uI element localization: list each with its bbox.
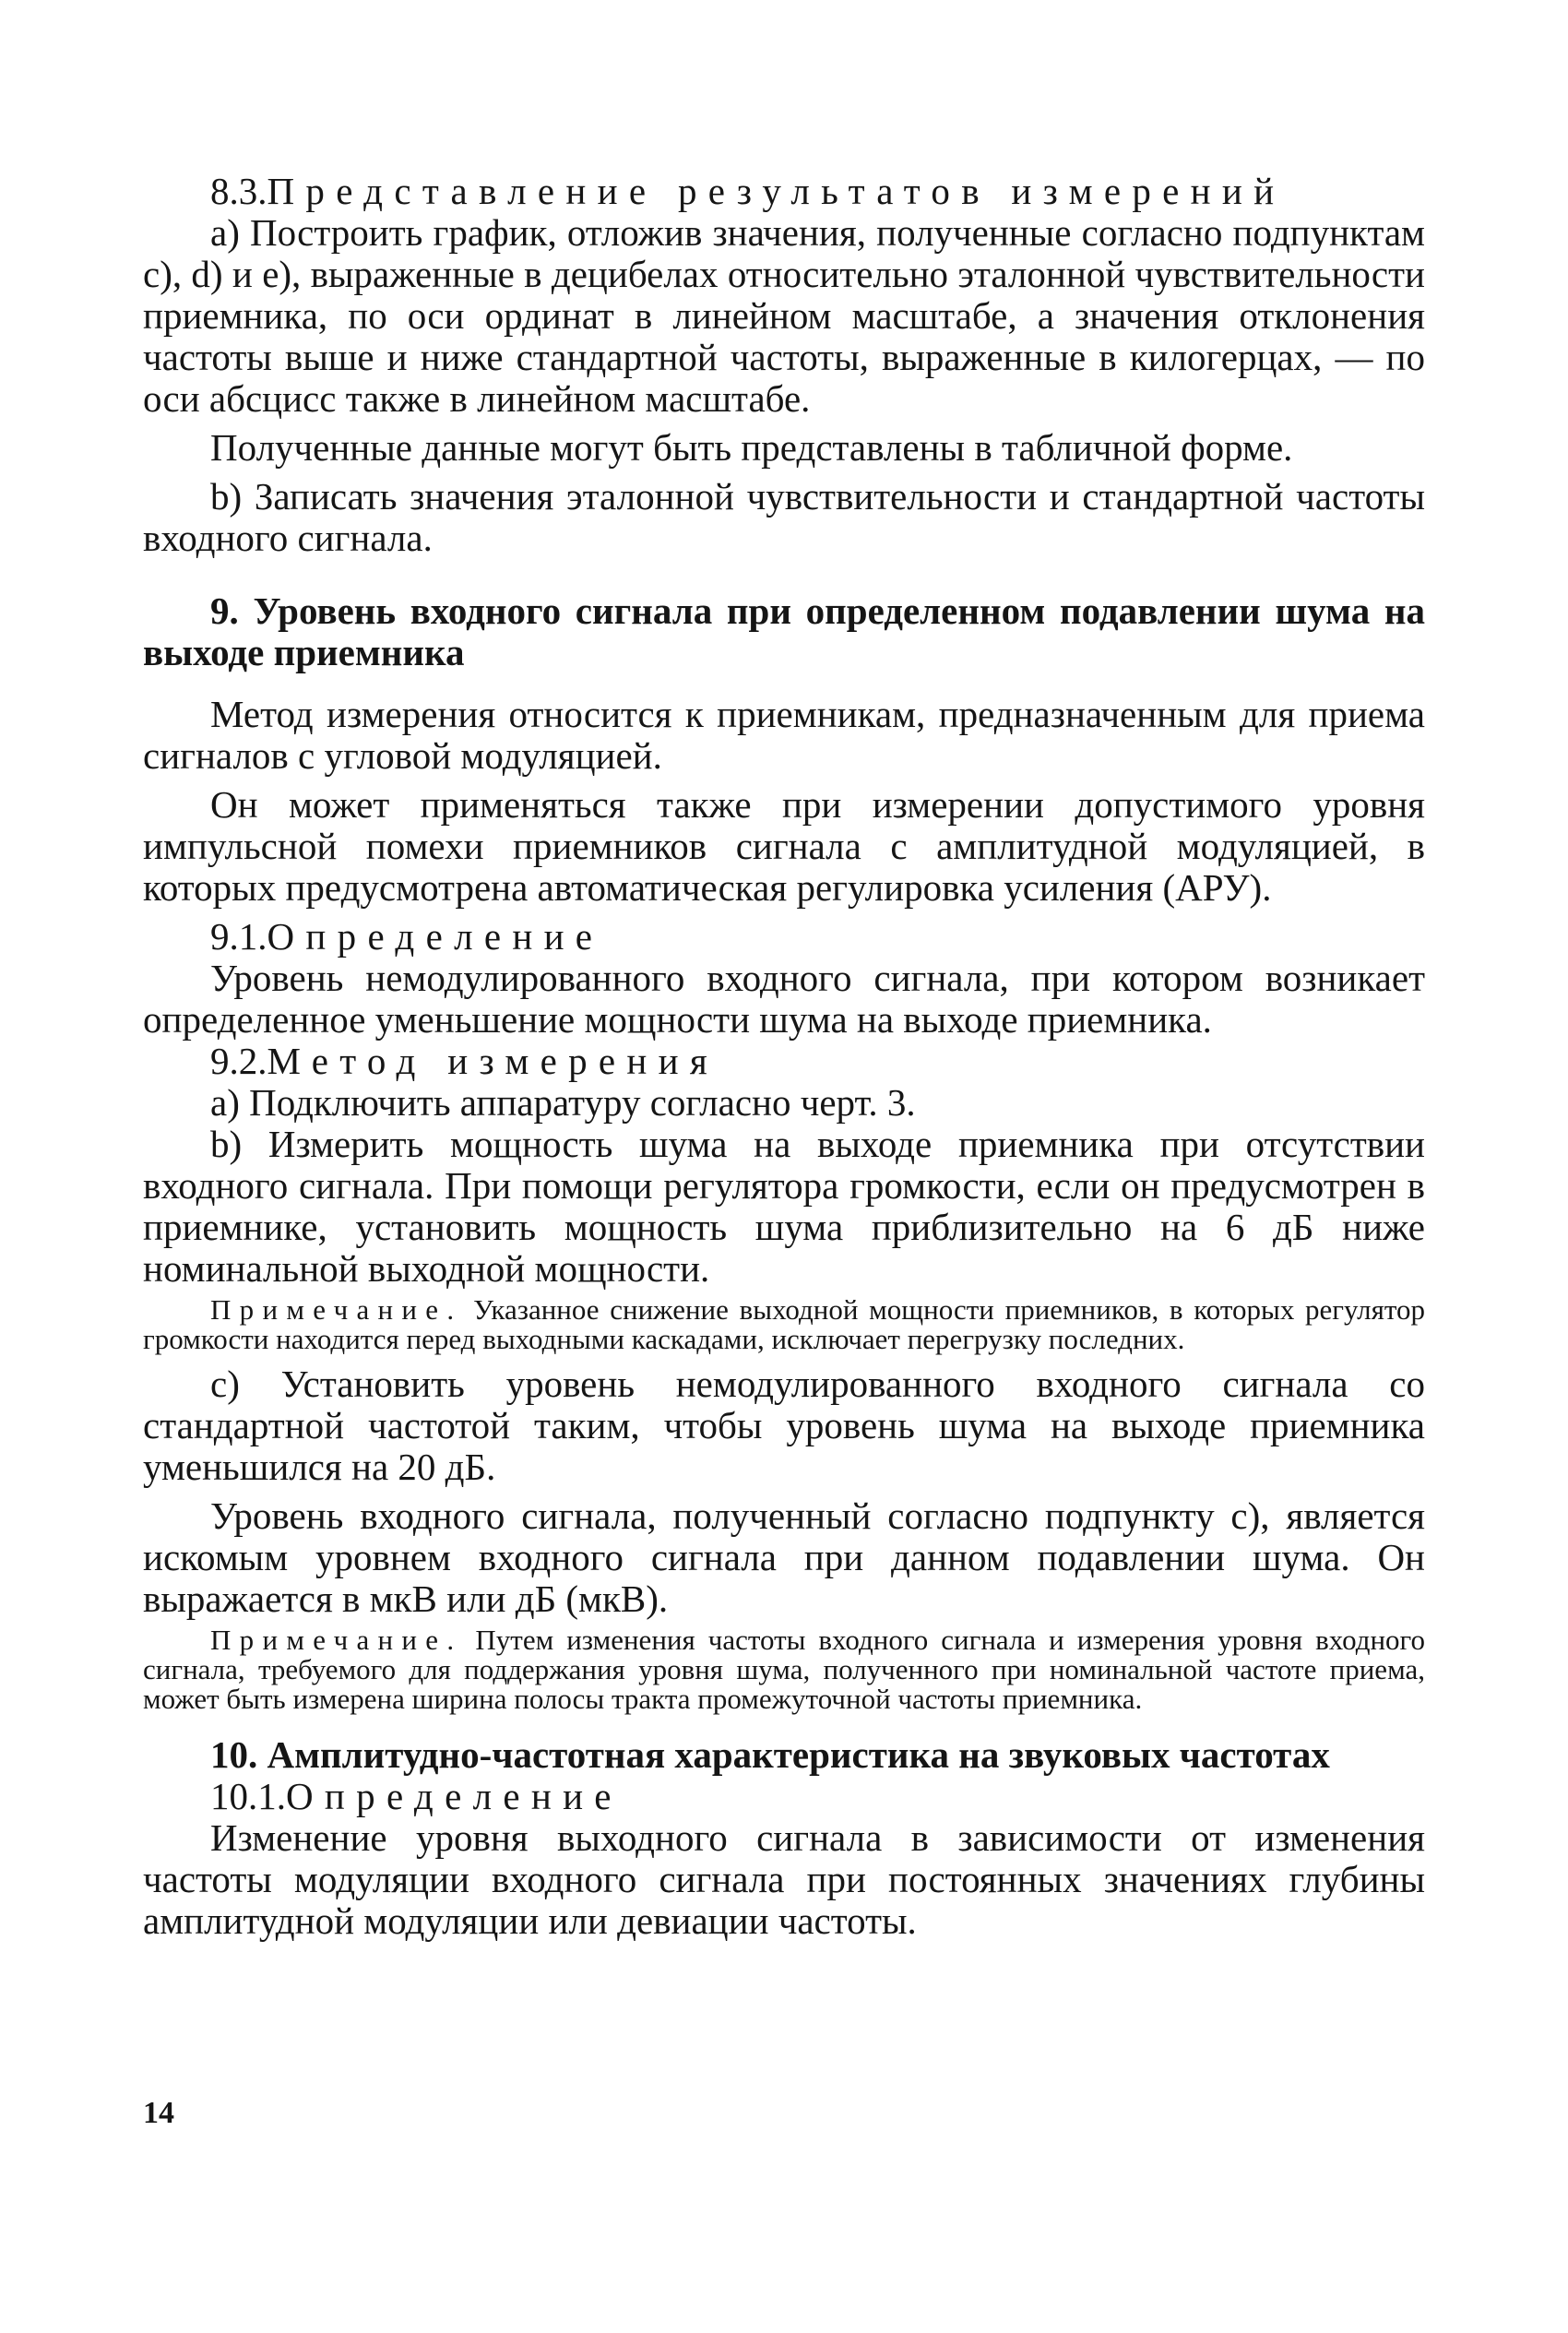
note <box>143 1295 1425 1354</box>
item-b: b) Измерить мощность шума на выходе приемника при отсутствии входного сигнала. При помощи регулятора громкости, если он предусмотрен в приемнике, установить мощность шума приблизительно на 6 дБ ниже номинальной выходной мощности. <box>143 1123 1425 1290</box>
section-heading: Уровень входного сигнала при определенном подавлении шума на выходе приемника <box>143 589 1426 673</box>
section-number: 9. <box>210 589 239 632</box>
section-10-heading <box>143 1734 1425 1776</box>
note <box>143 1625 1425 1714</box>
section-number: 8.3. <box>210 170 267 212</box>
item-c: с) Установить уровень немодулированного входного сигнала со стандартной частотой таким, чтобы уровень шума на выходе приемника уменьшился на 20 дБ. <box>143 1363 1425 1488</box>
definition: Уровень немодулированного входного сигнала, при котором возникает определенное уменьшение мощности шума на выходе приемника. <box>143 957 1425 1041</box>
note-label: Примечание. <box>210 1624 463 1656</box>
section-title: Определение <box>286 1775 623 1817</box>
paragraph: Полученные данные могут быть представлены в табличной форме. <box>210 426 1293 469</box>
section-title: Представление результатов измерений <box>267 170 1286 212</box>
section-number: 9.2. <box>210 1040 267 1082</box>
item-a: а) Подключить аппаратуру согласно черт. 3. <box>210 1081 916 1124</box>
paragraph: Он может применяться также при измерении допустимого уровня импульсной помехи приемников сигнала с амплитудной модуляцией, в которых предусмотрена автоматическая регулировка усиления (АРУ). <box>143 783 1425 909</box>
paragraph: Метод измерения относится к приемникам, предназначенным для приема сигналов с угловой модуляцией. <box>143 693 1425 777</box>
item-b: b) Записать значения эталонной чувствительности и стандартной частоты входного сигнала. <box>143 475 1425 559</box>
section-number: 9.1. <box>210 915 267 958</box>
section-number: 10.1. <box>210 1775 286 1817</box>
section-title: Метод измерения <box>267 1040 719 1082</box>
note-label: Примечание. <box>210 1293 463 1326</box>
definition: Изменение уровня выходного сигнала в зависимости от изменения частоты модуляции входного сигнала при постоянных значениях глубины амплитудной модуляции или девиации частоты. <box>143 1816 1425 1942</box>
section-heading: Амплитудно-частотная характеристика на звуковых частотах <box>267 1733 1330 1776</box>
section-10-1-title <box>143 1776 1425 1817</box>
item-a: а) Построить график, отложив значения, полученные согласно подпунктам с), d) и е), выраженные в децибелах относительно эталонной чувствительности приемника, по оси ординат в линейном масштабе, а значения отклонения частоты выше и ниже стандартной частоты, выраженные в килогерцах, — по оси абсцисс также в линейном масштабе. <box>143 211 1425 420</box>
page-number: 14 <box>143 2096 174 2130</box>
section-9-1-title <box>143 916 1425 958</box>
section-9-heading <box>143 590 1425 673</box>
section-title: Определение <box>267 915 604 958</box>
section-8-3-title <box>143 171 1425 212</box>
note-text: Путем изменения частоты входного сигнала и измерения уровня входного сигнала, требуемого для поддержания уровня шума, полученного при номинальной частоте приема, может быть измерена ширина полосы тракта промежуточной частоты приемника. <box>143 1624 1425 1715</box>
note-text: Указанное снижение выходной мощности приемников, в которых регулятор громкости находится перед выходными каскадами, исключает перегрузку последних. <box>143 1293 1426 1355</box>
paragraph: Уровень входного сигнала, полученный согласно подпункту с), является искомым уровнем входного сигнала при данном подавлении шума. Он выражается в мкВ или дБ (мкВ). <box>143 1494 1425 1620</box>
page-body <box>143 171 1425 1942</box>
section-9-2-title <box>143 1041 1425 1082</box>
section-number: 10. <box>210 1733 258 1776</box>
